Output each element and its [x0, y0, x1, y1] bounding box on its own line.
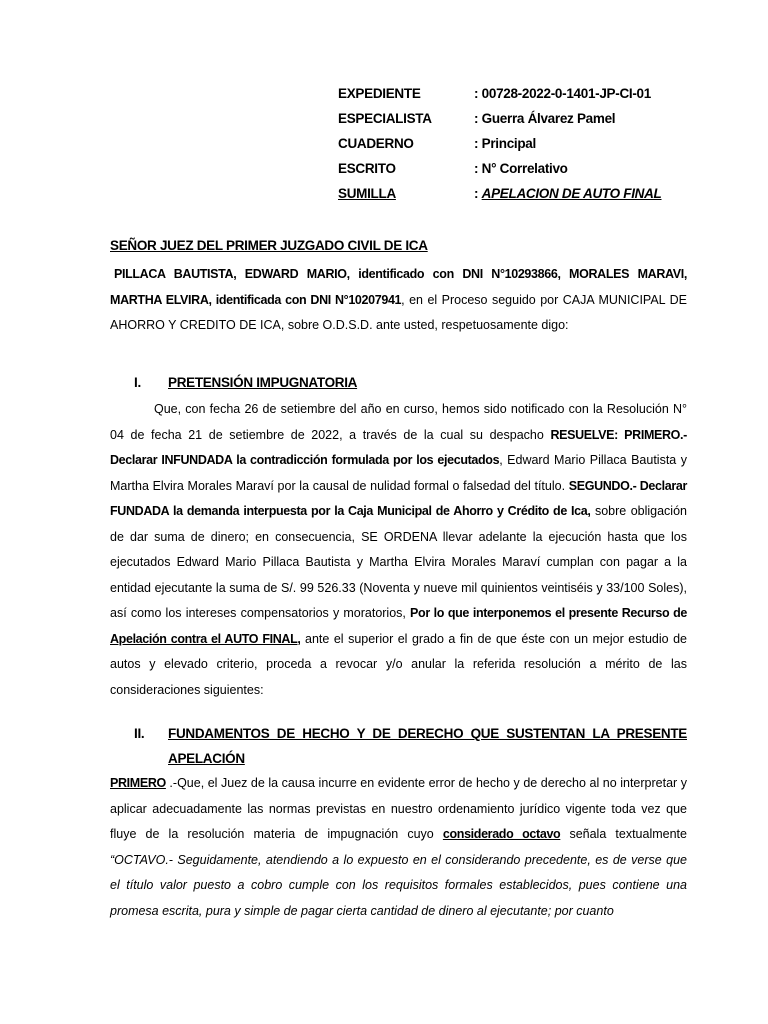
- para-bold: RESUELVE: PRIMERO.- Declarar INFUNDADA la contradicción formulada por los ejecutados: [110, 427, 687, 467]
- sumilla-colon: :: [474, 186, 482, 201]
- para-bold: Por lo que interponemos el presente Recurso de: [410, 606, 687, 620]
- para-bold-underlined: considerado octavo: [442, 827, 561, 841]
- header-value: : N° Correlativo: [474, 161, 568, 176]
- header-label: CUADERNO: [338, 136, 414, 151]
- header-value: : Principal: [474, 136, 536, 151]
- section-title-line-1: FUNDAMENTOS DE HECHO Y DE DERECHO QUE SUSTENTAN LA PRESENTE: [168, 726, 687, 741]
- salutation: SEÑOR JUEZ DEL PRIMER JUZGADO CIVIL DE ICA: [110, 238, 428, 253]
- sumilla-label: SUMILLA: [338, 186, 396, 201]
- section-1-paragraph: [110, 397, 687, 703]
- header-value: : 00728-2022-0-1401-JP-CI-01: [474, 86, 651, 101]
- sumilla-value-wrap: [474, 186, 662, 201]
- section-title: PRETENSIÓN IMPUGNATORIA: [168, 375, 358, 390]
- para-text: sobre obligación de dar suma de dinero; en consecuencia, SE ORDENA llevar adelante la ejecución hasta que los ejecutados Edward Mario Pillaca Bautista y Martha Elvira Morales Maraví cumplan con pagar a la entidad ejecutante la suma de S/. 99 526.33 (Noventa y nueve mil quinientos veintiséis y 33/100 Soles), así como los intereses compensatorios y moratorios,: [110, 504, 687, 620]
- sumilla-value: APELACION DE AUTO FINAL: [481, 186, 662, 201]
- para-bold-underlined: PRIMERO: [110, 776, 166, 790]
- para-bold: SEGUNDO.- Declarar FUNDADA la demanda interpuesta por la Caja Municipal de Ahorro y Crédito de Ica,: [110, 478, 687, 518]
- section-number: II.: [134, 726, 145, 741]
- para-quote: “OCTAVO.- Seguidamente, atendiendo a lo expuesto en el considerando precedente, es de verse que el título valor puesto a cobro cumple con los requisitos formales establecidos, pues contiene una promesa escrita, pura y simple de pagar cierta cantidad de dinero al ejecutante; por cuanto: [110, 852, 687, 918]
- para-text: señala textualmente: [560, 827, 687, 841]
- section-number: I.: [134, 375, 141, 390]
- section-2-paragraph: [110, 771, 687, 924]
- header-label: ESCRITO: [338, 161, 396, 176]
- para-bold-underlined: Apelación contra el AUTO FINAL,: [110, 631, 301, 646]
- intro-parties: PILLACA BAUTISTA, EDWARD MARIO, identificado con DNI N°10293866, MORALES MARAVI, MARTHA ELVIRA, identificada con DNI N°10207941: [110, 267, 687, 307]
- intro-text: , en el Proceso seguido por CAJA MUNICIPAL DE AHORRO Y CREDITO DE ICA, sobre O.D.S.D. ante usted, respetuosamente digo:: [110, 292, 687, 332]
- para-text: Que, con fecha 26 de setiembre del año en curso, hemos sido notificado con la Resolución N° 04 de fecha 21 de setiembre de 2022, a través de la cual su despacho: [110, 402, 687, 442]
- para-text: ante el superior el grado a fin de que éste con un mejor estudio de autos y elevado criterio, proceda a revocar y/o anular la referida resolución a mérito de las consideraciones siguientes:: [110, 631, 687, 697]
- para-text: , Edward Mario Pillaca Bautista y Martha Elvira Morales Maraví por la causal de nulidad formal o falsedad del título.: [110, 453, 687, 493]
- header-label: EXPEDIENTE: [338, 86, 421, 101]
- header-value: : Guerra Álvarez Pamel: [474, 111, 616, 126]
- section-title-line-2: APELACIÓN: [168, 751, 245, 766]
- header-label: ESPECIALISTA: [338, 111, 432, 126]
- intro-paragraph: [110, 262, 687, 339]
- para-text: .-Que, el Juez de la causa incurre en evidente error de hecho y de derecho al no interpretar y aplicar adecuadamente las normas previstas en nuestro ordenamiento jurídico vigente toda vez que fluye de la resolución materia de impugnación cuyo: [110, 776, 687, 841]
